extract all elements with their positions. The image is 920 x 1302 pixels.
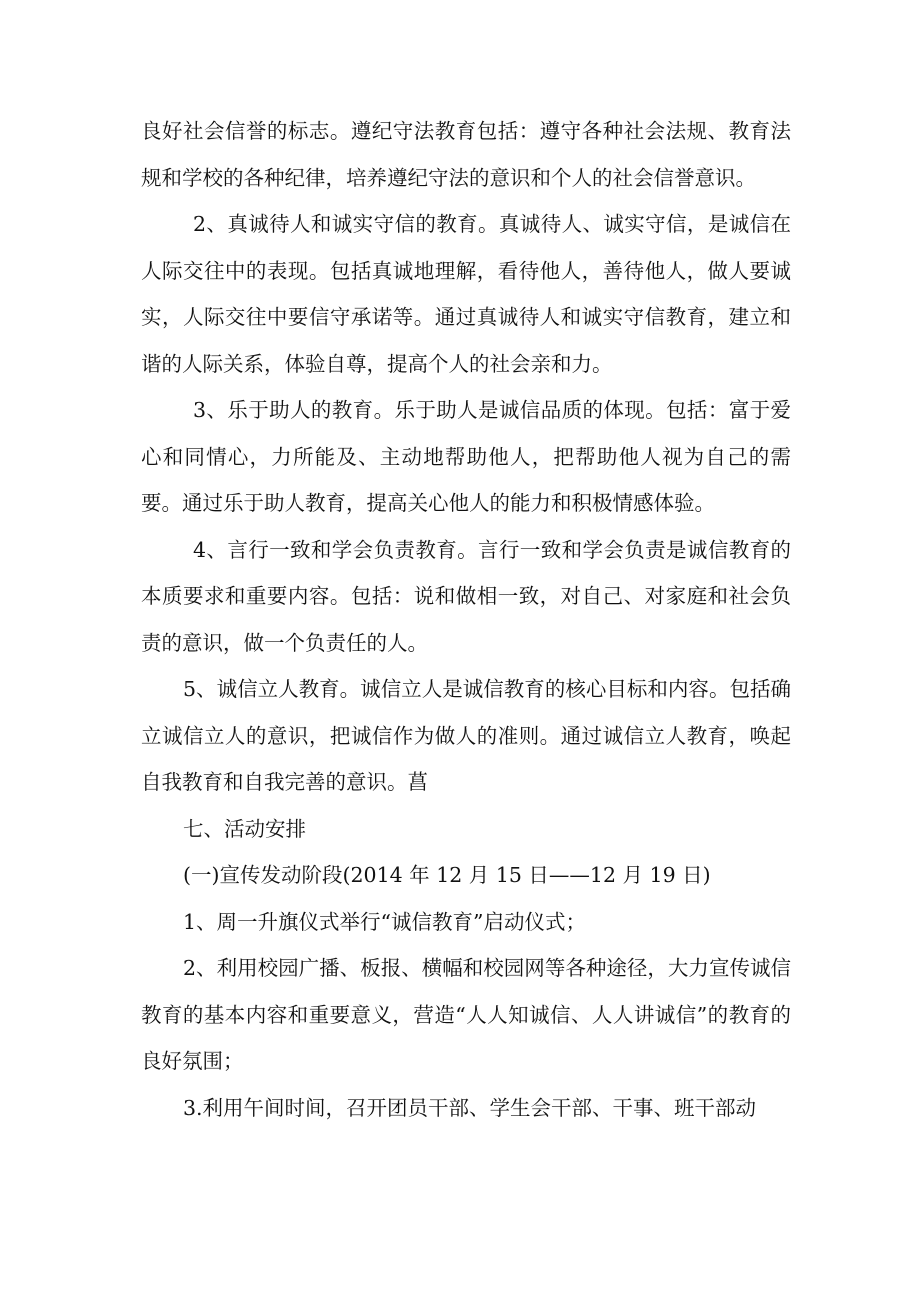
paragraph-item-5: 5、诚信立人教育。诚信立人是诚信教育的核心目标和内容。包括确立诚信立人的意识，把诚信作为做人的准则。通过诚信立人教育，唤起自我教育和自我完善的意识。菖: [141, 677, 791, 794]
paragraph-item-4: 4、言行一致和学会负责教育。言行一致和学会负责是诚信教育的本质要求和重要内容。包括：说和做相一致，对自己、对家庭和社会负责的意识，做一个负责任的人。: [141, 537, 791, 655]
list-item-2: 2、利用校园广播、板报、横幅和校园网等各种途径，大力宣传诚信教育的基本内容和重要意义，营造“人人知诚信、人人讲诚信”的教育的良好氛围；: [141, 956, 791, 1073]
document-body: [141, 108, 791, 1131]
list-item-1: 1、周一升旗仪式举行“诚信教育”启动仪式；: [183, 909, 587, 934]
paragraph-continuation: 良好社会信誉的标志。遵纪守法教育包括：遵守各种社会法规、教育法规和学校的各种纪律，培养遵纪守法的意识和个人的社会信誉意识。: [141, 119, 791, 190]
list-item-3: 3.利用午间时间，召开团员干部、学生会干部、干事、班干部动: [183, 1095, 757, 1120]
stage-heading: (一)宣传发动阶段(2014 年 12 月 15 日——12 月 19 日): [183, 863, 711, 887]
paragraph-item-2: 2、真诚待人和诚实守信的教育。真诚待人、诚实守信，是诚信在人际交往中的表现。包括真诚地理解，看待他人，善待他人，做人要诚实，人际交往中要信守承诺等。通过真诚待人和诚实守信教育，建立和谐的人际关系，体验自尊，提高个人的社会亲和力。: [141, 212, 791, 376]
paragraph-item-3: 3、乐于助人的教育。乐于助人是诚信品质的体现。包括：富于爱心和同情心，力所能及、主动地帮助他人，把帮助他人视为自己的需要。通过乐于助人教育，提高关心他人的能力和积极情感体验。: [141, 398, 791, 515]
section-heading: 七、活动安排: [183, 816, 306, 841]
